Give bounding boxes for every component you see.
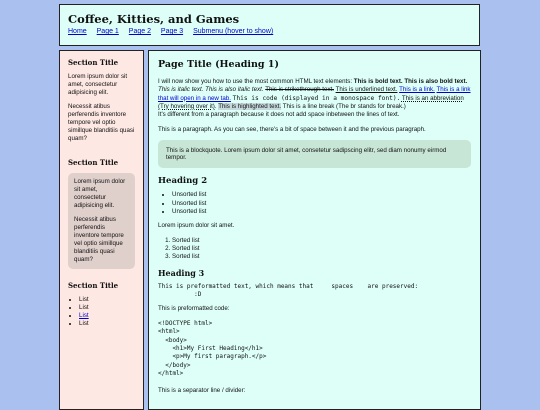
blockquote: This is a blockquote. Lorem ipsum dolor sit amet, consetetur sadipscing elitr, sed diam nonumy eirmod tempor. xyxy=(158,140,471,168)
sidebar-section-title: Section Title xyxy=(68,281,119,291)
abbreviation[interactable]: This is an abbreviation (Try hovering over it). xyxy=(158,94,464,111)
preformatted-text: This is preformatted text, which means that spaces are preserved: :D xyxy=(158,282,419,299)
bold-text: This is also bold text. xyxy=(404,78,468,85)
new-tab-link[interactable]: This is a link that will open in a new tab. xyxy=(158,86,471,102)
bold-text: This is bold text. xyxy=(353,78,403,85)
list-item xyxy=(79,312,135,320)
list-item: 2. Sorted list xyxy=(172,245,471,253)
sidebar-text: Lorem ipsum dolor sit amet, consectetur adipisicing elit. xyxy=(74,177,126,209)
sorted-list xyxy=(158,237,471,262)
italic-text: This is italic text. xyxy=(158,86,204,94)
text-elements-paragraph: I will now show you how to use the most common HTML text elements: This is bold text. This is also bold text. This is italic text. This is also italic text. This is strikethrough text. This is underlined text. This is a link. This is a link that will open in a new tab. This is code (displayed in a monospace font). This is an abbreviation (Try hovering over it). This is highlighted text. This is a line break (The br stands for break.) It's different from a paragraph because it does not add space inbetween the lines of text. xyxy=(158,78,471,119)
list-item: • List xyxy=(79,320,135,328)
sidebar xyxy=(59,50,144,410)
nav-page1-link[interactable]: Page 1 xyxy=(96,28,119,35)
italic-text: This is also italic text. xyxy=(205,86,264,94)
site-header xyxy=(59,4,480,46)
code-block: <!DOCTYPE html> <html> <body> <h1>My First Heading</h1> <p>My first paragraph.</p> </body> </html> xyxy=(158,319,267,378)
sidebar-section-title: Section Title xyxy=(68,157,119,167)
list-item: • List xyxy=(79,296,135,304)
sidebar-text: Necessit atibus perferendis inventore tempore vel optio simillque blanditiis quasi quam? xyxy=(74,215,124,264)
inline-code: This is code (displayed in a monospace font). xyxy=(232,94,401,102)
nav-home-link[interactable]: Home xyxy=(68,28,87,35)
list-item: • Unsorted list xyxy=(172,200,471,208)
sidebar-list xyxy=(68,296,135,328)
page-title: Page Title (Heading 1) xyxy=(158,59,279,70)
unsorted-list xyxy=(158,191,471,216)
sidebar-section-title: Section Title xyxy=(68,58,119,67)
sidebar-list-link[interactable]: List xyxy=(79,312,89,320)
list-item: • Unsorted list xyxy=(172,208,471,216)
highlighted-text: This is highlighted text. xyxy=(218,103,282,111)
list-item: 1. Sorted list xyxy=(172,237,471,245)
paragraph: This is preformatted code: xyxy=(158,305,230,313)
example-link[interactable]: This is a link. xyxy=(399,86,435,94)
main-content[interactable] xyxy=(148,50,481,410)
main-nav xyxy=(68,28,281,35)
sidebar-text: Necessit atibus perferendis inventore tempore vel optio simillque blanditiis quasi quam? xyxy=(68,103,135,143)
nav-page2-link[interactable]: Page 2 xyxy=(128,28,151,35)
after-break-text: It's different from a paragraph because it does not add space inbetween the lines of text. xyxy=(158,111,400,119)
sidebar-box xyxy=(68,173,135,270)
heading-3: Heading 3 xyxy=(158,267,205,278)
nav-page3-link[interactable]: Page 3 xyxy=(160,28,184,35)
nav-submenu-link[interactable]: Submenu (hover to show) xyxy=(193,28,274,35)
paragraph: This is a paragraph. As you can see, there's a bit of space between it and the previous paragraph. xyxy=(158,125,426,133)
list-item: • Unsorted list xyxy=(172,191,471,199)
sidebar-text: Lorem ipsum dolor sit amet, consectetur adipisicing elit. xyxy=(68,73,128,97)
underlined-text: This is underlined text. xyxy=(335,86,398,94)
paragraph: This is a separator line / divider: xyxy=(158,386,246,394)
strikethrough-text: This is strikethrough text. xyxy=(265,86,334,94)
site-title: Coffee, Kitties, and Games xyxy=(68,12,240,26)
list-item: 3. Sorted list xyxy=(172,253,471,261)
list-item: • List xyxy=(79,304,135,312)
line-break-text: This is a line break (The br stands for break.) xyxy=(282,103,406,111)
paragraph: Lorem ipsum dolor sit amet. xyxy=(158,222,235,230)
heading-2: Heading 2 xyxy=(158,176,208,187)
